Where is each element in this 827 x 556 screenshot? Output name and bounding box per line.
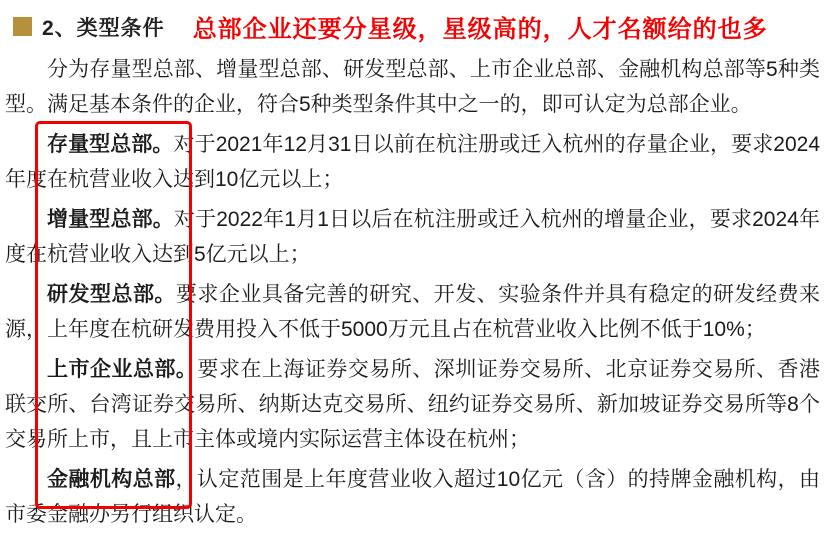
paragraph-text: 要求在上海证券交易所、深圳证券交易所、北京证券交易所、香港联交所、台湾证券交易所、纳斯达克交易所、纽约证券交易所、新加坡证券交易所等8个交易所上市，且上市主体或境内实际运营主体设在杭州； (5, 358, 821, 451)
paragraph-text: 分为存量型总部、增量型总部、研发型总部、上市企业总部、金融机构总部等5种类型。满足基本条件的企业，符合5种类型条件其中之一的，即可认定为总部企业。 (5, 58, 820, 116)
paragraph-text: ，认定范围是上年度营业收入超过10亿元（含）的持牌金融机构，由市委金融办另行组织认定。 (5, 468, 821, 526)
paragraph-text: 对于2021年12月31日以前在杭注册或迁入杭州的存量企业，要求2024年度在杭营业收入达到10亿元以上； (5, 133, 821, 191)
paragraph-shangshi (5, 352, 820, 457)
paragraph-intro (5, 52, 820, 122)
paragraph-text: 对于2022年1月1日以后在杭注册或迁入杭州的增量企业，要求2024年度在杭营业收入达到5亿元以上； (5, 208, 820, 266)
paragraph-yanfa (5, 277, 820, 347)
paragraph-cunliang (5, 127, 820, 197)
square-bullet-icon (13, 17, 32, 36)
paragraph-jinrong (5, 462, 820, 532)
section-header (13, 9, 819, 44)
paragraph-text: 要求企业具备完善的研究、开发、实验条件并具有稳定的研发经费来源，上年度在杭研发费用投入不低于5000万元且占在杭营业收入比例不低于10%； (5, 283, 821, 341)
paragraph-zengliang (5, 202, 820, 272)
paragraph-lead: 研发型总部。 (47, 283, 176, 306)
paragraph-lead: 上市企业总部。 (47, 358, 198, 381)
body-text (5, 52, 820, 537)
paragraph-lead: 存量型总部。 (47, 133, 174, 156)
section-title: 2、类型条件 (42, 16, 165, 40)
red-annotation-text: 总部企业还要分星级，星级高的，人才名额给的也多 (192, 16, 768, 43)
paragraph-lead: 金融机构总部 (47, 468, 176, 491)
paragraph-lead: 增量型总部。 (47, 208, 174, 231)
